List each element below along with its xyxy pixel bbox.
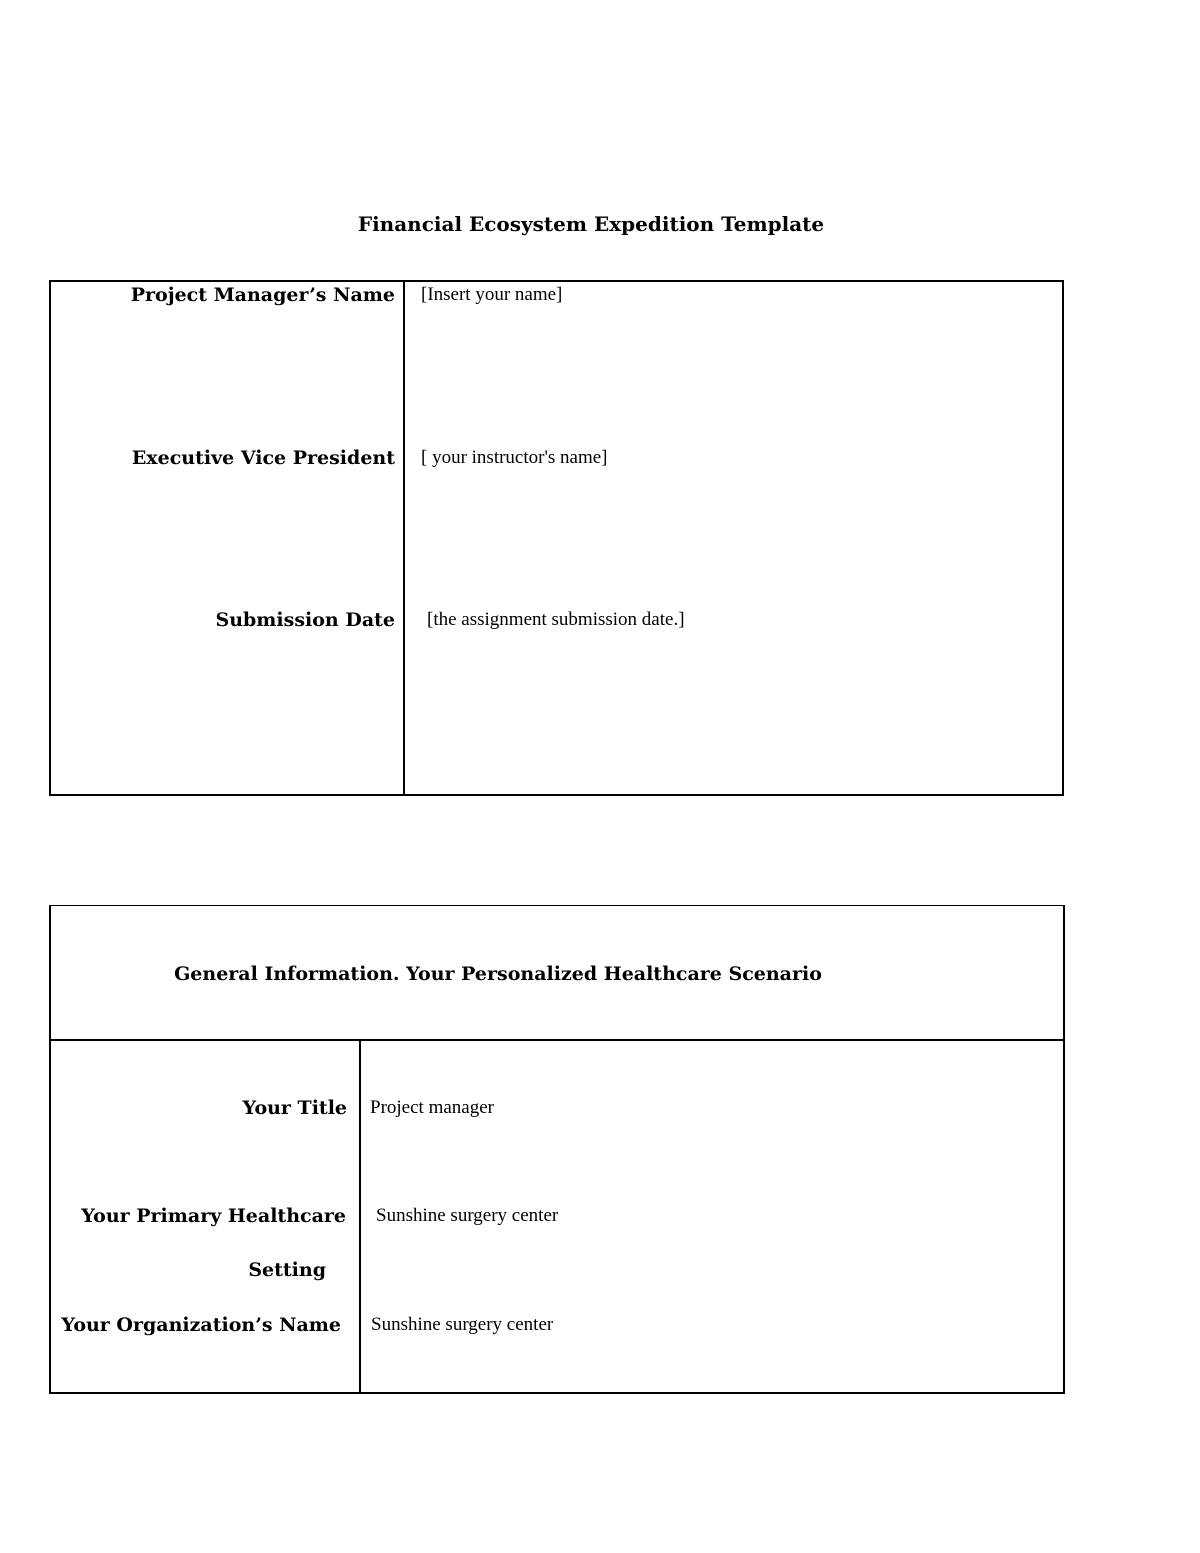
document-title: Financial Ecosystem Expedition Template (357, 212, 825, 236)
your-title-label: Your Title (242, 1097, 347, 1119)
table-column-divider (403, 282, 405, 794)
primary-healthcare-setting-label-line2: Setting (248, 1259, 326, 1281)
general-information-heading: General Information. Your Personalized Healthcare Scenario (174, 963, 822, 985)
primary-healthcare-setting-label-line1: Your Primary Healthcare (81, 1205, 346, 1227)
submission-date-value[interactable]: [the assignment submission date.] (427, 609, 685, 630)
project-manager-name-value[interactable]: [Insert your name] (421, 284, 563, 305)
project-info-table (49, 280, 1064, 796)
organization-name-label: Your Organization’s Name (61, 1314, 341, 1336)
your-title-value[interactable]: Project manager (370, 1097, 494, 1118)
primary-healthcare-setting-value[interactable]: Sunshine surgery center (376, 1205, 559, 1226)
general-information-header-cell (51, 906, 1063, 1041)
submission-date-label: Submission Date (215, 609, 395, 631)
project-manager-name-label: Project Manager’s Name (130, 284, 395, 306)
general-information-table (49, 905, 1065, 1394)
executive-vice-president-label: Executive Vice President (131, 447, 395, 469)
table-column-divider (359, 1041, 361, 1392)
executive-vice-president-value[interactable]: [ your instructor's name] (421, 447, 608, 468)
organization-name-value[interactable]: Sunshine surgery center (371, 1314, 554, 1335)
